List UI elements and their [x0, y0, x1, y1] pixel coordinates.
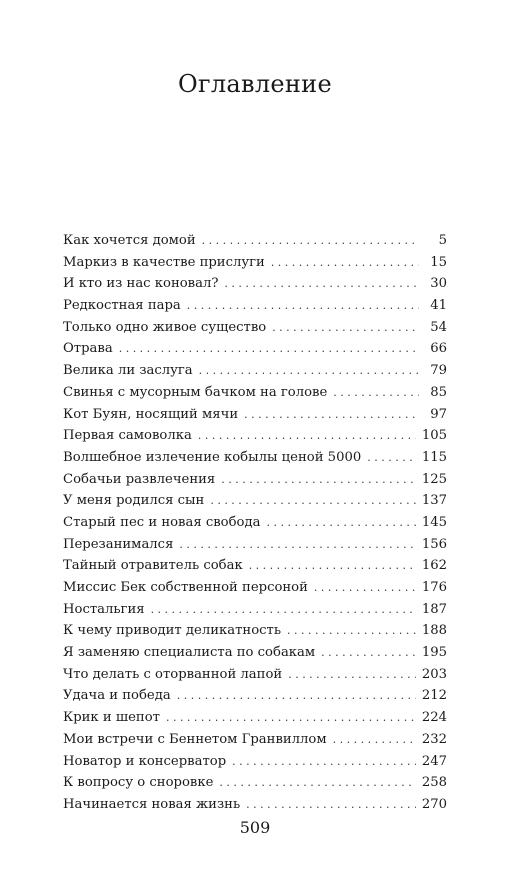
toc-entry-page: 54 [430, 319, 447, 335]
dot-leader [314, 581, 416, 594]
toc-entry [63, 233, 447, 255]
toc-entry [63, 602, 447, 624]
toc-entry-page: 66 [430, 341, 447, 357]
toc-entry-title: У меня родился сын [63, 493, 205, 509]
toc-entry-title: Что делать с оторванной лапой [63, 666, 283, 682]
toc-entry-title: Велика ли заслуга [63, 363, 193, 379]
toc-entry-title: Перезанимался [63, 536, 174, 552]
toc-entry [63, 558, 447, 580]
toc-entry [63, 276, 447, 298]
dot-leader [166, 711, 416, 724]
dot-leader [266, 516, 415, 529]
dot-leader [232, 755, 416, 768]
dot-leader [179, 538, 415, 551]
page-number: 509 [239, 818, 271, 837]
toc-entry [63, 428, 447, 450]
dot-leader [198, 429, 416, 442]
dot-leader [119, 342, 419, 355]
toc-entry-page: 187 [421, 601, 447, 617]
dot-leader [244, 408, 419, 421]
toc-entry [63, 710, 447, 732]
toc-entry-title: Как хочется домой [63, 233, 196, 248]
toc-entry-page: 224 [421, 710, 447, 726]
dot-leader [219, 776, 415, 789]
toc-entry-title: Волшебное излечение кобылы ценой 5000 [63, 449, 362, 465]
dot-leader [333, 386, 419, 399]
dot-leader [288, 668, 416, 681]
toc-entry [63, 515, 447, 537]
toc-entry-page: 195 [421, 645, 447, 661]
toc-entry-page: 232 [421, 731, 447, 747]
toc-entry-title: Первая самоволка [63, 428, 192, 444]
toc-entry-page: 15 [430, 254, 447, 270]
toc-entry-title: Крик и шепот [63, 710, 160, 726]
dot-leader [287, 624, 416, 637]
dot-leader [246, 798, 416, 811]
toc-entry-title: К вопросу о сноровке [63, 775, 214, 791]
dot-leader [367, 451, 416, 464]
toc-entry-title: Миссис Бек собственной персоной [63, 580, 308, 595]
toc-entry-page: 156 [421, 536, 447, 552]
dot-leader [202, 234, 419, 247]
toc-entry-title: И кто из нас коновал? [63, 276, 219, 292]
toc-entry [63, 472, 447, 494]
toc-entry [63, 385, 447, 407]
dot-leader [224, 277, 419, 290]
toc-entry-page: 5 [438, 233, 447, 248]
dot-leader [221, 473, 416, 486]
toc-entry-page: 30 [430, 276, 447, 292]
toc-entry [63, 797, 447, 819]
toc-entry-page: 247 [421, 753, 447, 769]
toc-entry [63, 298, 447, 320]
toc-entry-title: Свинья с мусорным бачком на голове [63, 384, 328, 400]
page-title: Оглавление [178, 70, 332, 98]
toc-entry-title: Тайный отравитель собак [63, 558, 243, 574]
toc-entry-page: 258 [421, 775, 447, 791]
toc-entry-page: 145 [421, 514, 447, 530]
dot-leader [272, 321, 419, 334]
toc-entry-title: Маркиз в качестве прислуги [63, 254, 265, 270]
toc-entry-title: Удача и победа [63, 688, 171, 704]
toc-entry [63, 667, 447, 689]
toc-entry-title: К чему приводит деликатность [63, 623, 281, 639]
dot-leader [151, 603, 416, 616]
dot-leader [199, 364, 419, 377]
toc-entry-page: 115 [421, 449, 447, 465]
toc-entry [63, 341, 447, 363]
toc-entry-title: Новатор и консерватор [63, 753, 227, 769]
toc-entry [63, 775, 447, 797]
toc-entry-title: Начинается новая жизнь [63, 796, 241, 812]
dot-leader [271, 256, 419, 269]
toc-entry-title: Редкостная пара [63, 298, 181, 314]
toc-entry-page: 176 [421, 580, 447, 595]
toc-entry-page: 97 [430, 406, 447, 422]
dot-leader [321, 646, 416, 659]
toc-entry-title: Кот Буян, носящий мячи [63, 406, 239, 422]
toc-entry-title: Отрава [63, 341, 113, 357]
toc-entry [63, 363, 447, 385]
toc-entry-page: 188 [421, 623, 447, 639]
toc-entry [63, 255, 447, 277]
toc-entry-page: 125 [421, 471, 447, 487]
dot-leader [210, 494, 416, 507]
dot-leader [249, 559, 416, 572]
toc-entry-page: 79 [430, 363, 447, 379]
toc-entry-title: Собачьи развлечения [63, 471, 216, 487]
toc-entry-title: Старый пес и новая свобода [63, 514, 261, 530]
toc-entry [63, 623, 447, 645]
toc-entry-page: 105 [421, 428, 447, 444]
toc-entry [63, 645, 447, 667]
toc-entry-page: 203 [421, 666, 447, 682]
toc-entry-page: 212 [421, 688, 447, 704]
dot-leader [187, 299, 419, 312]
toc-entry-title: Мои встречи с Беннетом Гранвиллом [63, 731, 327, 747]
toc-entry [63, 493, 447, 515]
toc-entry-page: 162 [421, 558, 447, 574]
toc-entry-title: Я заменяю специалиста по собакам [63, 645, 316, 661]
toc-entry-page: 85 [430, 384, 447, 400]
toc-entry-page: 270 [421, 796, 447, 812]
toc-entry-page: 137 [421, 493, 447, 509]
toc-entry [63, 580, 447, 602]
toc-entry-title: Ностальгия [63, 601, 145, 617]
toc-entry [63, 754, 447, 776]
dot-leader [333, 733, 416, 746]
dot-leader [177, 689, 416, 702]
toc-entry [63, 688, 447, 710]
toc-entry-title: Только одно живое существо [63, 319, 267, 335]
toc-entry [63, 732, 447, 754]
toc-entry [63, 407, 447, 429]
toc-entry [63, 450, 447, 472]
toc-entry [63, 320, 447, 342]
toc-entry-page: 41 [430, 298, 447, 314]
table-of-contents [63, 233, 447, 819]
toc-entry [63, 537, 447, 559]
